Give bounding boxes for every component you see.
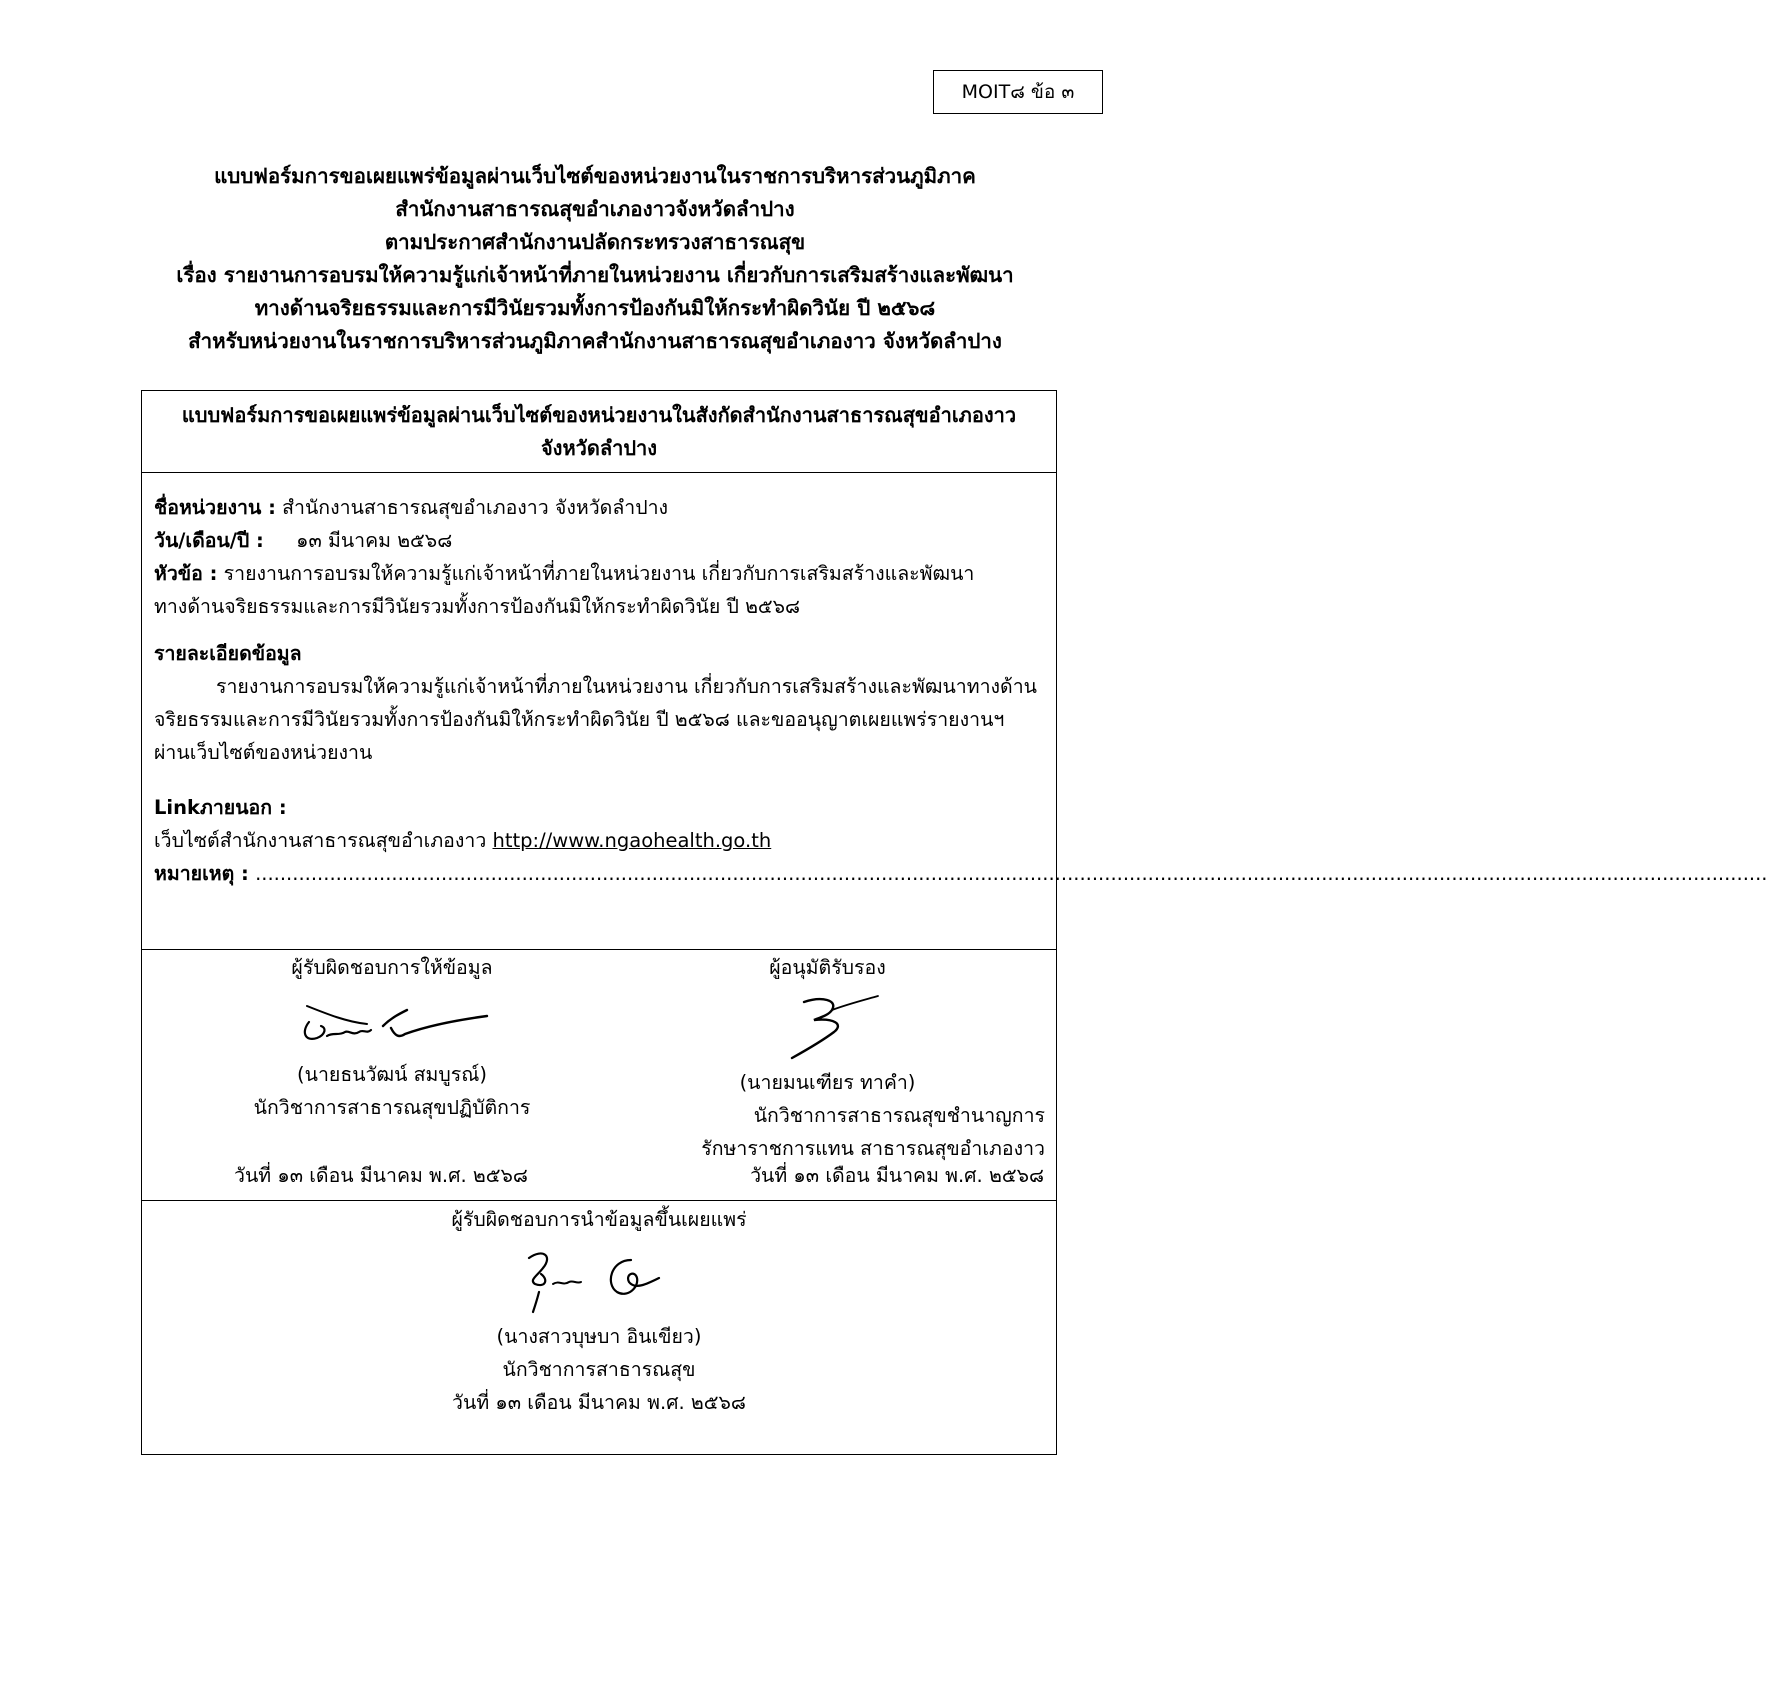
remark-dots: .................................................................................................................................................................................................................................................... (255, 862, 1768, 885)
heading-line-3: ตามประกาศสำนักงานปลัดกระทรวงสาธารณสุข (384, 230, 806, 254)
heading-line-2: สำนักงานสาธารณสุขอำเภองาวจังหวัดลำปาง (395, 197, 795, 221)
publisher-divider (142, 1200, 1056, 1201)
detail-label: รายละเอียดข้อมูล (154, 642, 302, 665)
approver-position: นักวิชาการสาธารณสุขชำนาญการ (753, 1104, 1045, 1127)
approver-acting: รักษาราชการแทน สาธารณสุขอำเภองาว (701, 1137, 1045, 1160)
heading-line-4: เรื่อง รายงานการอบรมให้ความรู้แก่เจ้าหน้าที่ภายในหน่วยงาน เกี่ยวกับการเสริมสร้างและพัฒนา (176, 263, 1014, 287)
signature-divider (142, 949, 1056, 950)
heading-line-1: แบบฟอร์มการขอเผยแพร่ข้อมูลผ่านเว็บไซต์ของหน่วยงานในราชการบริหารส่วนภูมิภาค (214, 164, 976, 188)
publication-form (141, 390, 1768, 1455)
link-row (154, 824, 1044, 857)
topic-label: หัวข้อ : (154, 562, 218, 585)
detail-line-2: จริยธรรมและการมีวินัยรวมทั้งการป้องกันมิให้กระทำผิดวินัย ปี ๒๕๖๘ และขออนุญาตเผยแพร่รายงานฯ (154, 708, 1005, 731)
website-link[interactable]: http://www.ngaohealth.go.th (492, 829, 772, 852)
publisher-role: ผู้รับผิดชอบการนำข้อมูลขึ้นเผยแพร่ (451, 1208, 747, 1231)
provider-signature-image (287, 992, 497, 1054)
topic-value-line-2: ทางด้านจริยธรรมและการมีวินัยรวมทั้งการป้องกันมิให้กระทำผิดวินัย ปี ๒๕๖๘ (154, 595, 801, 618)
approver-signature-image (748, 992, 908, 1062)
form-title (142, 391, 1056, 473)
approver-signature-block (610, 951, 1045, 1165)
provider-role: ผู้รับผิดชอบการให้ข้อมูล (291, 956, 493, 979)
remark-label: หมายเหตุ : (154, 862, 249, 885)
date-value: ๑๓ มีนาคม ๒๕๖๘ (296, 529, 453, 552)
remark-row (154, 857, 1768, 890)
unit-label: ชื่อหน่วยงาน : (154, 496, 276, 519)
publisher-signature-block (142, 1203, 1056, 1419)
topic-row (154, 557, 1044, 590)
form-title-line-1: แบบฟอร์มการขอเผยแพร่ข้อมูลผ่านเว็บไซต์ของหน่วยงานในสังกัดสำนักงานสาธารณสุขอำเภองาว (181, 403, 1017, 427)
heading-line-6: สำหรับหน่วยงานในราชการบริหารส่วนภูมิภาคสำนักงานสาธารณสุขอำเภองาว จังหวัดลำปาง (188, 329, 1002, 353)
unit-value: สำนักงานสาธารณสุขอำเภองาว จังหวัดลำปาง (282, 496, 669, 519)
provider-position: นักวิชาการสาธารณสุขปฏิบัติการ (253, 1096, 531, 1119)
approver-role: ผู้อนุมัติรับรอง (769, 956, 886, 979)
link-text: เว็บไซต์สำนักงานสาธารณสุขอำเภองาว (154, 829, 487, 852)
provider-date: วันที่ ๑๓ เดือน มีนาคม พ.ศ. ๒๕๖๘ (234, 1164, 528, 1187)
publisher-position: นักวิชาการสาธารณสุข (502, 1358, 696, 1381)
date-label: วัน/เดือน/ปี : (154, 529, 264, 552)
link-label-row (154, 791, 1044, 824)
publisher-date: วันที่ ๑๓ เดือน มีนาคม พ.ศ. ๒๕๖๘ (452, 1391, 746, 1414)
approver-name: (นายมนเฑียร ทาคำ) (739, 1071, 916, 1094)
date-row (154, 524, 1044, 557)
document-reference-code: MOIT๘ ข้อ ๓ (933, 70, 1103, 114)
form-info-section (154, 491, 1768, 890)
provider-signature-block (202, 951, 582, 1124)
publisher-name: (นางสาวบุษบา อินเขียว) (496, 1325, 702, 1348)
unit-row (154, 491, 1044, 524)
detail-line-1: รายงานการอบรมให้ความรู้แก่เจ้าหน้าที่ภายในหน่วยงาน เกี่ยวกับการเสริมสร้างและพัฒนาทางด้าน (216, 675, 1037, 698)
link-label: Linkภายนอก : (154, 796, 287, 819)
topic-value-line-1: รายงานการอบรมให้ความรู้แก่เจ้าหน้าที่ภายในหน่วยงาน เกี่ยวกับการเสริมสร้างและพัฒนา (223, 562, 975, 585)
provider-name: (นายธนวัฒน์ สมบูรณ์) (297, 1063, 487, 1086)
approver-date: วันที่ ๑๓ เดือน มีนาคม พ.ศ. ๒๕๖๘ (750, 1164, 1044, 1187)
publisher-signature-image (499, 1244, 699, 1316)
heading-line-5: ทางด้านจริยธรรมและการมีวินัยรวมทั้งการป้องกันมิให้กระทำผิดวินัย ปี ๒๕๖๘ (254, 296, 936, 320)
detail-line-3: ผ่านเว็บไซต์ของหน่วยงาน (154, 741, 373, 764)
form-title-line-2: จังหวัดลำปาง (540, 436, 658, 460)
document-heading (60, 160, 1130, 358)
